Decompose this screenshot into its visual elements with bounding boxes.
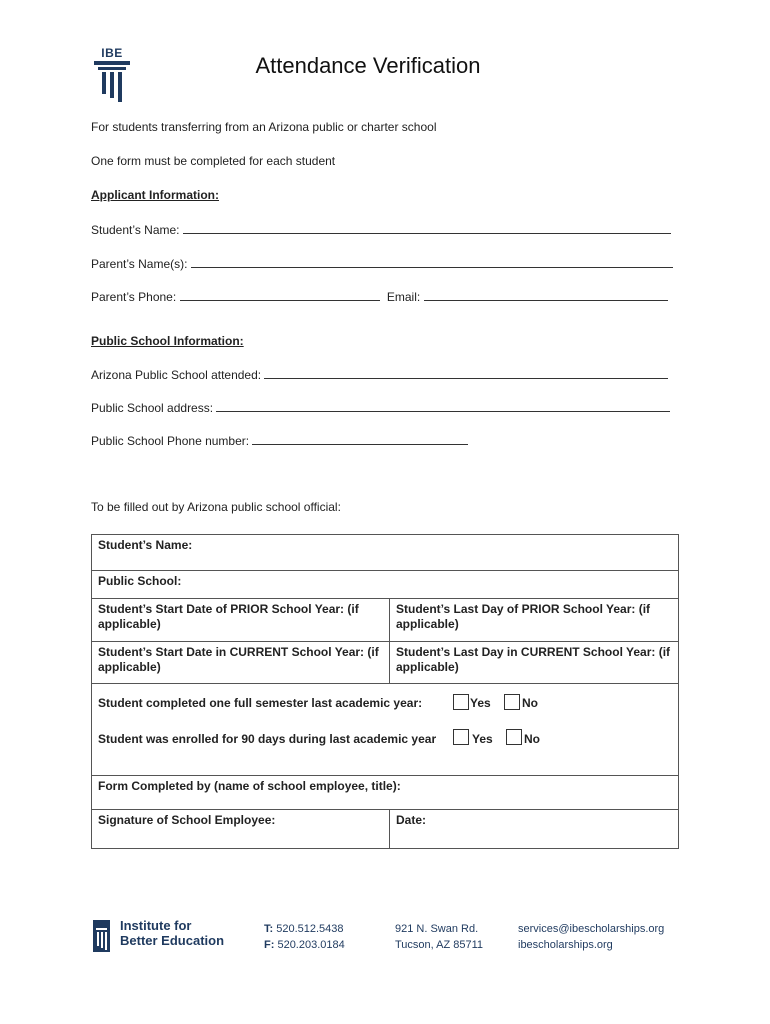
phone-t-label: T: xyxy=(264,923,274,935)
semester-question: Student completed one full semester last academic year: xyxy=(98,696,423,710)
school-attended-field[interactable] xyxy=(264,367,668,379)
phone-t: 520.512.5438 xyxy=(276,923,344,935)
column-divider xyxy=(389,642,390,683)
logo-text: IBE xyxy=(101,46,123,60)
prior-start-cell[interactable]: Student’s Start Date of PRIOR School Year: (if applicable) xyxy=(98,602,359,631)
email-label: Email: xyxy=(386,290,421,304)
official-student-name-label: Student’s Name: xyxy=(98,538,193,552)
school-phone-label: Public School Phone number: xyxy=(91,434,250,448)
school-attended-row xyxy=(91,367,668,382)
parent-names-field[interactable] xyxy=(191,256,673,268)
address-line-2: Tucson, AZ 85711 xyxy=(395,939,484,951)
footer-address xyxy=(395,921,483,953)
enrolled-no-label: No xyxy=(524,732,540,746)
school-address-field[interactable] xyxy=(216,400,670,412)
footer-website-link[interactable]: ibescholarships.org xyxy=(518,939,613,951)
enrolled-yes-checkbox[interactable] xyxy=(453,729,469,745)
table-row-questions xyxy=(92,684,678,776)
address-line-1: 921 N. Swan Rd. xyxy=(395,923,479,935)
prior-last-cell[interactable]: Student’s Last Day of PRIOR School Year: (if applicable) xyxy=(396,602,651,631)
phone-f: 520.203.0184 xyxy=(277,939,345,951)
footer-contact xyxy=(518,921,664,953)
table-row-public-school[interactable] xyxy=(92,571,678,599)
official-table xyxy=(91,534,679,849)
intro-line-2: One form must be completed for each student xyxy=(91,154,336,168)
table-row-signature xyxy=(92,810,678,848)
semester-no-label: No xyxy=(522,696,538,710)
enrolled-no-checkbox[interactable] xyxy=(506,729,522,745)
school-attended-label: Arizona Public School attended: xyxy=(91,368,262,382)
column-divider xyxy=(389,810,390,848)
public-school-heading: Public School Information: xyxy=(91,334,244,348)
table-row-completed-by[interactable] xyxy=(92,776,678,810)
column-divider xyxy=(389,599,390,641)
footer-phones xyxy=(264,921,345,953)
signature-cell[interactable]: Signature of School Employee: xyxy=(98,813,276,827)
phone-f-label: F: xyxy=(264,939,275,951)
school-phone-row xyxy=(91,433,468,448)
current-start-cell[interactable]: Student’s Start Date in CURRENT School Year: (if applicable) xyxy=(98,645,379,674)
footer-pillar-icon xyxy=(93,920,110,952)
semester-yes-label: Yes xyxy=(470,696,491,710)
table-row-current-year xyxy=(92,642,678,684)
enrolled-question: Student was enrolled for 90 days during last academic year xyxy=(98,732,437,746)
parent-phone-field[interactable] xyxy=(180,289,380,301)
student-name-row xyxy=(91,222,671,237)
semester-no-checkbox[interactable] xyxy=(504,694,520,710)
footer-org-name xyxy=(120,918,224,948)
enrolled-yes-label: Yes xyxy=(472,732,493,746)
completed-by-label: Form Completed by (name of school employee, title): xyxy=(98,779,401,793)
parent-phone-label: Parent’s Phone: xyxy=(91,290,177,304)
school-address-row xyxy=(91,400,670,415)
applicant-heading: Applicant Information: xyxy=(91,188,219,202)
student-name-label: Student’s Name: xyxy=(91,223,180,237)
student-name-field[interactable] xyxy=(183,222,671,234)
intro-line-1: For students transferring from an Arizona public or charter school xyxy=(91,120,437,134)
official-public-school-label: Public School: xyxy=(98,574,182,588)
date-cell[interactable]: Date: xyxy=(396,813,427,827)
footer-org-line-1: Institute for xyxy=(120,918,192,933)
parent-phone-row xyxy=(91,289,668,304)
footer-email-link[interactable]: services@ibescholarships.org xyxy=(518,923,665,935)
table-row-prior-year xyxy=(92,599,678,642)
email-field[interactable] xyxy=(424,289,668,301)
school-phone-field[interactable] xyxy=(252,433,468,445)
official-intro: To be filled out by Arizona public school official: xyxy=(91,500,341,514)
footer-org-line-2: Better Education xyxy=(120,933,225,948)
parent-names-row xyxy=(91,256,673,271)
parent-names-label: Parent’s Name(s): xyxy=(91,257,188,271)
school-address-label: Public School address: xyxy=(91,401,214,415)
page-title: Attendance Verification xyxy=(255,53,481,78)
current-last-cell[interactable]: Student’s Last Day in CURRENT School Year: (if applicable) xyxy=(396,645,671,674)
semester-yes-checkbox[interactable] xyxy=(453,694,469,710)
table-row-student-name[interactable] xyxy=(92,535,678,571)
